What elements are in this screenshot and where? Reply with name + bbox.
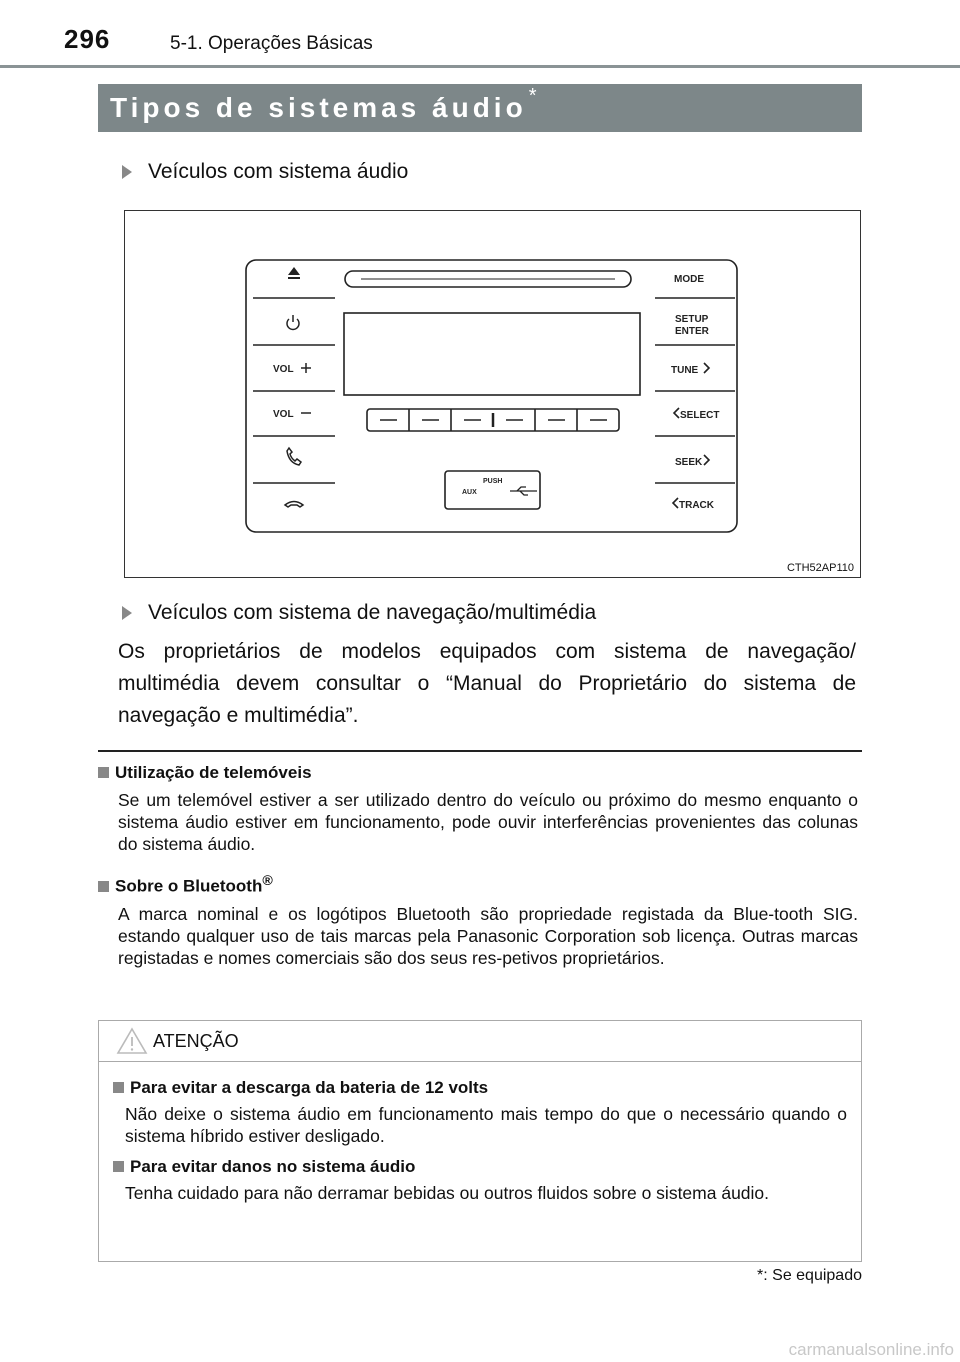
warning-box	[98, 1020, 862, 1262]
warning-content	[99, 1062, 861, 1204]
bullet-label: Veículos com sistema de navegação/multimédia	[148, 601, 597, 624]
warning-item-heading	[113, 1078, 847, 1098]
square-bullet-icon	[98, 881, 109, 892]
section-rule	[98, 750, 862, 752]
note-mobile-phones	[98, 763, 858, 855]
warning-item-heading	[113, 1157, 847, 1177]
vol-down-label: VOL	[273, 409, 294, 420]
note-heading	[98, 763, 858, 783]
seek-label: SEEK	[675, 457, 703, 468]
note-heading-text: Sobre o Bluetooth	[115, 876, 263, 896]
setup-label: SETUP	[675, 314, 709, 325]
square-bullet-icon	[98, 767, 109, 778]
square-bullet-icon	[113, 1161, 124, 1172]
watermark: carmanualsonline.info	[788, 1340, 954, 1359]
vol-up-label: VOL	[273, 364, 294, 375]
enter-label: ENTER	[675, 326, 709, 337]
warning-item-body: Não deixe o sistema áudio em funcionamento mais tempo do que o necessário quando o sistema híbrido estiver desligado.	[125, 1104, 847, 1146]
warning-header	[99, 1021, 861, 1062]
title-bar	[98, 84, 862, 132]
footnote	[757, 1267, 862, 1285]
warning-item-body: Tenha cuidado para não derramar bebidas ou outros fluidos sobre o sistema áudio.	[125, 1183, 770, 1203]
select-label: SELECT	[680, 410, 720, 421]
triangle-bullet-icon	[122, 165, 132, 179]
figure-code: CTH52AP110	[786, 562, 854, 574]
footnote-text: : Se equipado	[763, 1267, 862, 1284]
audio-unit-illustration	[125, 211, 860, 577]
note-body: A marca nominal e os logótipos Bluetooth são propriedade registada da Blue-tooth SIG. estando qualquer uso de tais marcas pela Panasonic Corporation sob licença. Outras marcas registadas e nomes comerciais são dos seus res-petivos proprietários.	[118, 903, 858, 968]
bullet-navigation-system	[122, 601, 596, 625]
bullet-audio-system	[122, 160, 408, 184]
triangle-bullet-icon	[122, 606, 132, 620]
tune-label: TUNE	[671, 365, 699, 376]
navigation-paragraph: Os proprietários de modelos equipados com sistema de navegação/ multimédia devem consultar o “Manual do Proprietário do sistema de navegação e multimédia”.	[118, 640, 856, 727]
mode-label: MODE	[674, 274, 704, 285]
warning-label: ATENÇÃO	[153, 1030, 239, 1051]
audio-unit-figure	[124, 210, 861, 578]
note-bluetooth	[98, 873, 858, 969]
equipped-marker: *	[528, 84, 537, 107]
note-heading	[98, 873, 858, 897]
aux-label: AUX	[462, 489, 477, 496]
warning-triangle-icon	[115, 1026, 149, 1056]
footnote-marker: *	[757, 1267, 764, 1284]
header-rule	[0, 65, 960, 68]
page-title: Tipos de sistemas áudio	[110, 92, 527, 123]
square-bullet-icon	[113, 1082, 124, 1093]
warning-heading-text: Para evitar a descarga da bateria de 12 volts	[130, 1078, 489, 1097]
section-title: 5-1. Operações Básicas	[170, 33, 373, 54]
page-number: 296	[64, 24, 111, 54]
warning-heading-text: Para evitar danos no sistema áudio	[130, 1157, 416, 1176]
push-label: PUSH	[483, 478, 503, 485]
note-body: Se um telemóvel estiver a ser utilizado dentro do veículo ou próximo do mesmo enquanto o sistema áudio estiver em funcionamento, pode ouvir interferências provenientes das colunas do sistema áudio.	[118, 790, 858, 854]
registered-mark: ®	[262, 873, 273, 889]
note-heading-text: Utilização de telemóveis	[115, 763, 312, 782]
track-label: TRACK	[679, 500, 714, 511]
bullet-label: Veículos com sistema áudio	[148, 160, 409, 183]
